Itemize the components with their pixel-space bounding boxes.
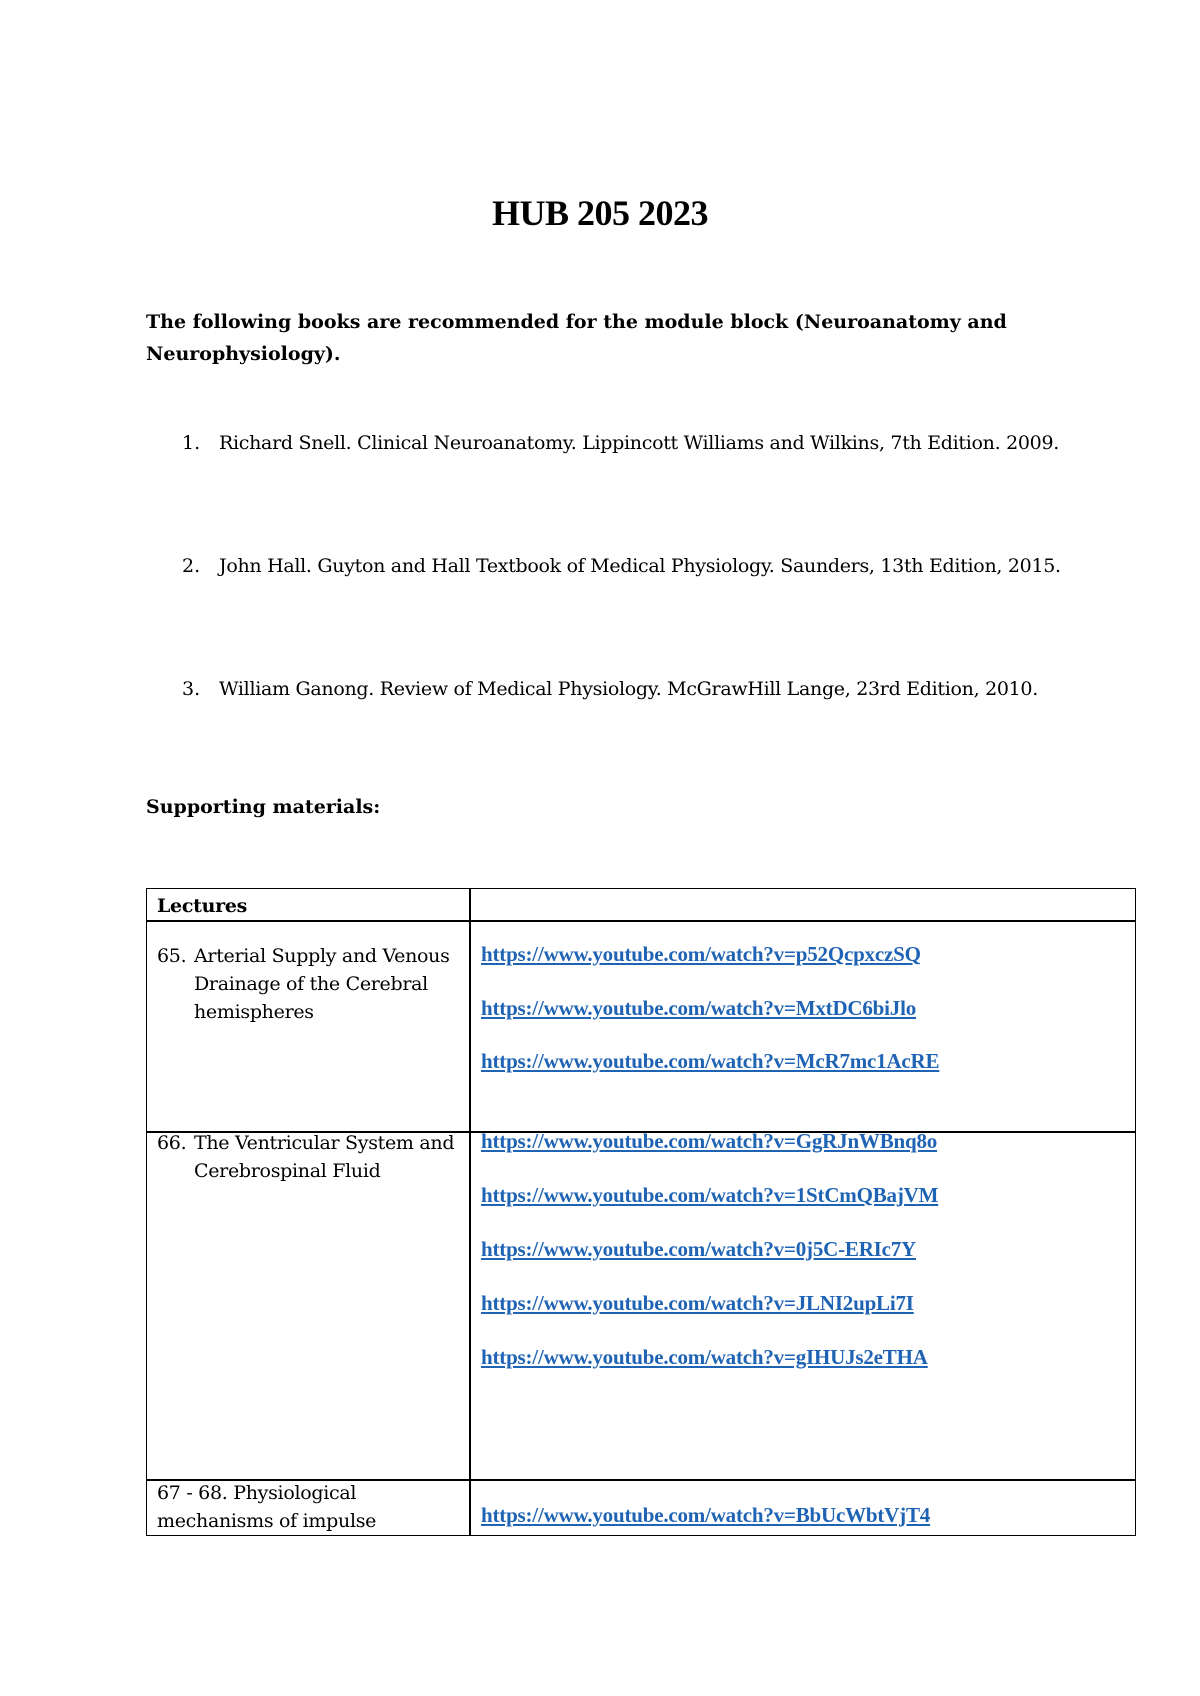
video-link[interactable]: https://www.youtube.com/watch?v=1StCmQBajVM	[481, 1183, 939, 1207]
video-link[interactable]: https://www.youtube.com/watch?v=p52QcpxczSQ	[481, 942, 921, 966]
list-number: 1.	[182, 432, 201, 454]
lecture-title: 66. The Ventricular System and Cerebrospinal Fluid	[157, 1129, 457, 1185]
lecture-title: 65. Arterial Supply and Venous Drainage of the Cerebral hemispheres	[157, 942, 457, 1026]
book-citation: Richard Snell. Clinical Neuroanatomy. Lippincott Williams and Wilkins, 7th Edition. 2009.	[219, 432, 1059, 454]
video-link[interactable]: https://www.youtube.com/watch?v=BbUcWbtVjT4	[481, 1503, 931, 1527]
lectures-table	[146, 888, 1136, 1536]
table-header: Lectures	[157, 895, 248, 917]
list-number: 2.	[182, 555, 201, 577]
video-link[interactable]: https://www.youtube.com/watch?v=0j5C-ERIc7Y	[481, 1237, 917, 1261]
book-citation: William Ganong. Review of Medical Physiology. McGrawHill Lange, 23rd Edition, 2010.	[219, 678, 1038, 700]
table-divider	[469, 889, 471, 1535]
intro-paragraph: The following books are recommended for the module block (Neuroanatomy and Neurophysiology).	[146, 311, 1007, 365]
video-link[interactable]: https://www.youtube.com/watch?v=JLNI2upLi7I	[481, 1291, 914, 1315]
lecture-number: 65.	[157, 945, 187, 967]
video-link[interactable]: https://www.youtube.com/watch?v=GgRJnWBnq8o	[481, 1129, 938, 1153]
video-link[interactable]: https://www.youtube.com/watch?v=McR7mc1AcRE	[481, 1049, 940, 1073]
lecture-number: 66.	[157, 1132, 187, 1154]
table-divider	[147, 920, 1135, 922]
supporting-heading: Supporting materials:	[146, 796, 381, 818]
lecture-title: 67 - 68. Physiological mechanisms of impulse	[157, 1482, 377, 1532]
list-number: 3.	[182, 678, 201, 700]
video-link[interactable]: https://www.youtube.com/watch?v=MxtDC6biJlo	[481, 996, 917, 1020]
page-title: HUB 205 2023	[491, 193, 708, 233]
book-citation: John Hall. Guyton and Hall Textbook of Medical Physiology. Saunders, 13th Edition, 2015.	[219, 555, 1061, 577]
video-link[interactable]: https://www.youtube.com/watch?v=gIHUJs2eTHA	[481, 1345, 928, 1369]
